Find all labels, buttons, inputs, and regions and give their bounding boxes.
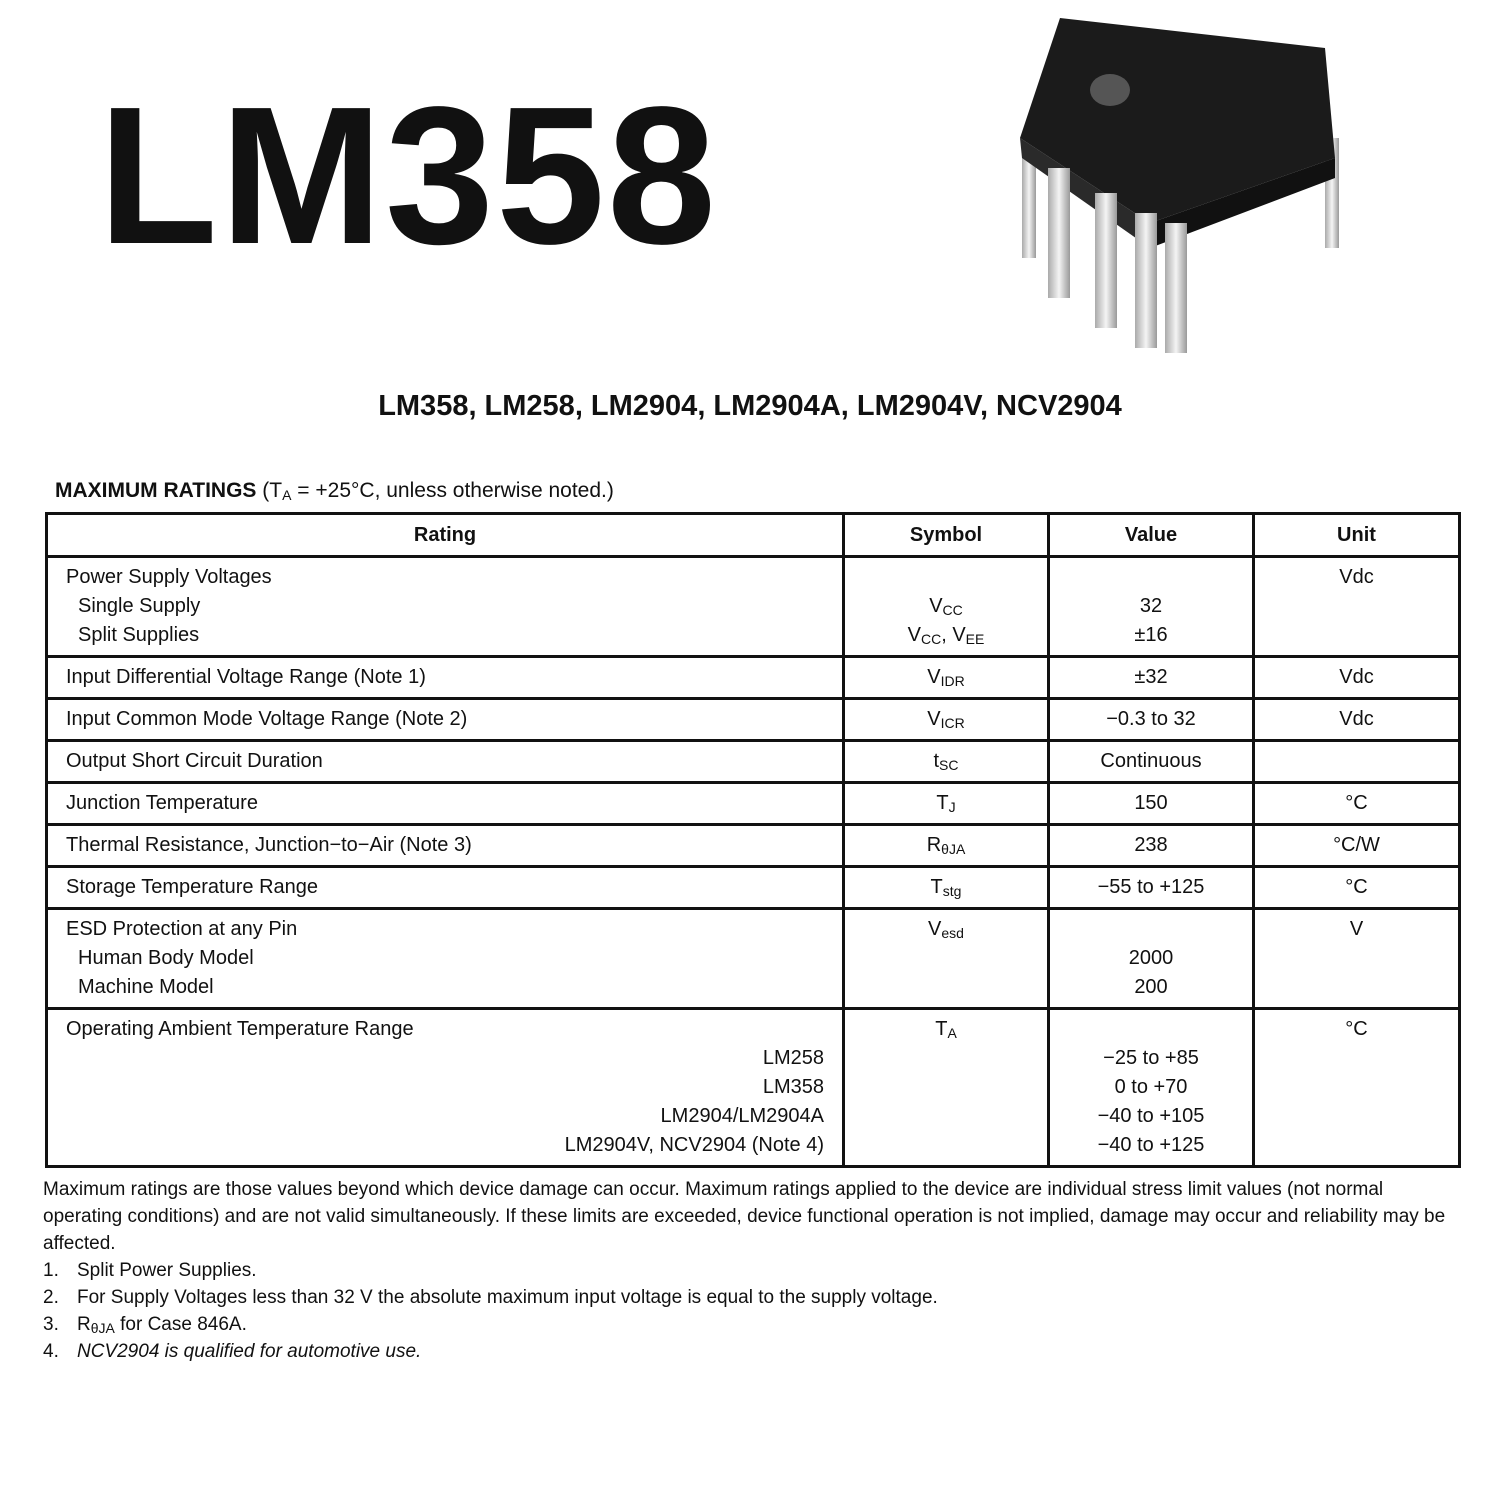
table-row: Output Short Circuit Duration $t_{SC}$ Continuous bbox=[47, 741, 1460, 783]
max-ratings-heading: MAXIMUM RATINGS ($T_A = +25^\circ C$, unless otherwise noted.) bbox=[55, 479, 614, 503]
notes-section bbox=[43, 1176, 1463, 1365]
note-2: 2. For Supply Voltages less than 32 V the absolute maximum input voltage is equal to the supply voltage. bbox=[43, 1287, 938, 1308]
dip8-chip-image bbox=[1000, 8, 1360, 358]
note-3: 3. $R_{\theta JA}$ for Case 846A. bbox=[43, 1314, 247, 1336]
table-row: Junction Temperature $T_J$ 150 °C bbox=[47, 783, 1460, 825]
table-row: Thermal Resistance, Junction−to−Air (Note 3) $R_{\theta JA}$ 238 °C/W bbox=[47, 825, 1460, 867]
table-header-row bbox=[47, 514, 1460, 557]
table-row: Operating Ambient Temperature Range LM258 LM358 LM2904/LM2904A LM2904V, NCV2904 (Note 4) $T_A$ −25 to +85 0 to +70 −40 to +105 −40 to +125 °C bbox=[47, 1009, 1460, 1167]
part-number-title: LM358 bbox=[98, 66, 719, 285]
note-4: 4. NCV2904 is qualified for automotive use. bbox=[43, 1341, 422, 1362]
table-row: Input Common Mode Voltage Range (Note 2) $V_{ICR}$ −0.3 to 32 Vdc bbox=[47, 699, 1460, 741]
header-value: Value bbox=[1049, 514, 1254, 557]
table-row: ESD Protection at any Pin Human Body Model Machine Model $V_{esd}$ 2000 200 V bbox=[47, 909, 1460, 1009]
notes-intro: Maximum ratings are those values beyond which device damage can occur. Maximum ratings applied to the device are individual stress limit values (not normal operating conditions) and are not valid simultaneously. If these limits are exceeded, device functional operation is not implied, damage may occur and reliability may be affected. bbox=[43, 1179, 1446, 1254]
header-symbol: Symbol bbox=[844, 514, 1049, 557]
header-unit: Unit bbox=[1254, 514, 1460, 557]
table-row: Input Differential Voltage Range (Note 1) $V_{IDR}$ ±32 Vdc bbox=[47, 657, 1460, 699]
table-row: Power Supply Voltages Single Supply Split Supplies $V_{CC}$ $V_{CC}$, $V_{EE}$ 32 ±16 Vdc bbox=[47, 557, 1460, 657]
ratings-section bbox=[43, 476, 1463, 1365]
max-ratings-table bbox=[45, 512, 1461, 1168]
note-1: 1. Split Power Supplies. bbox=[43, 1260, 257, 1281]
table-row: Storage Temperature Range $T_{stg}$ −55 to +125 °C bbox=[47, 867, 1460, 909]
device-family-subtitle: LM358, LM258, LM2904, LM2904A, LM2904V, NCV2904 bbox=[378, 390, 1122, 422]
header-rating: Rating bbox=[47, 514, 844, 557]
